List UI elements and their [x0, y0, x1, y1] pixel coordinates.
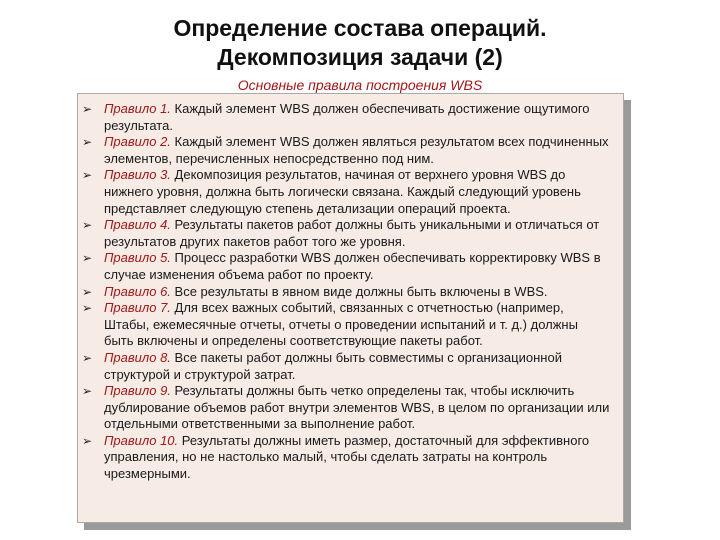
rule-text: Процесс разработки WBS должен обеспечивать корректировку WBS в случае изменения объема работ по проекту. [104, 250, 601, 282]
slide-title [0, 14, 720, 72]
arrow-bullet-icon: ➢ [82, 251, 93, 266]
arrow-bullet-icon: ➢ [82, 384, 93, 399]
rule-item-5 [80, 250, 610, 283]
rule-label: Правило 7. [104, 300, 171, 316]
rule-item-7 [80, 300, 610, 350]
arrow-bullet-icon: ➢ [82, 102, 93, 116]
rule-text: Результаты пакетов работ должны быть уникальными и отличаться от результатов других пакетов работ того же уровня. [104, 217, 600, 249]
arrow-bullet-icon: ➢ [82, 301, 93, 316]
title-line-1: Определение состава операций. [173, 15, 547, 41]
rule-text: Каждый элемент WBS должен обеспечивать достижение ощутимого результата. [104, 101, 590, 133]
rule-label: Правило 5. [104, 250, 171, 266]
rule-label: Правило 1. [104, 101, 171, 116]
rule-text: Каждый элемент WBS должен являться результатом всех подчиненных элементов, перечисленных непосредственно под ним. [104, 134, 609, 166]
arrow-bullet-icon: ➢ [82, 135, 93, 150]
arrow-bullet-icon: ➢ [82, 433, 93, 448]
rule-item-4 [80, 217, 610, 250]
rule-item-9 [80, 383, 610, 433]
arrow-bullet-icon: ➢ [82, 218, 93, 233]
arrow-bullet-icon: ➢ [82, 350, 93, 365]
rule-text: Для всех важных событий, связанных с отчетностью (например, Штабы, ежемесячные отчеты, отчеты о проведении испытаний и т. д.) должны быть включены и определены соответствующие пакеты работ. [104, 300, 578, 349]
rule-label: Правило 9. [104, 383, 171, 399]
rule-item-3 [80, 167, 610, 217]
rule-item-10 [80, 433, 610, 483]
rules-list [80, 101, 610, 483]
slide-subtitle: Основные правила построения WBS [237, 77, 483, 93]
rule-text: Все результаты в явном виде должны быть включены в WBS. [174, 283, 548, 299]
rule-item-8 [80, 350, 610, 383]
rule-item-2 [80, 134, 610, 167]
rule-item-6 [80, 284, 610, 301]
title-line-2: Декомпозиция задачи (2) [217, 44, 503, 70]
rule-label: Правило 8. [104, 349, 171, 365]
rule-label: Правило 2. [104, 134, 171, 150]
rule-text: Результаты должны иметь размер, достаточный для эффективного управления, но не настолько малый, чтобы сделать затраты на контроль чрезмерными. [104, 432, 590, 482]
arrow-bullet-icon: ➢ [82, 284, 93, 299]
rule-text: Декомпозиция результатов, начиная от верхнего уровня WBS до нижнего уровня, должна быть логически связана. Каждый следующий уровень представляет следующую степень детализации операций проекта. [104, 167, 581, 216]
rule-label: Правило 4. [104, 217, 171, 233]
rule-text: Все пакеты работ должны быть совместимы с организационной структурой и структурой затрат. [104, 349, 562, 382]
rule-item-1 [80, 101, 610, 134]
arrow-bullet-icon: ➢ [82, 168, 93, 183]
rule-label: Правило 6. [104, 283, 171, 299]
rule-label: Правило 10. [104, 432, 179, 448]
rule-label: Правило 3. [104, 167, 171, 183]
rule-text: Результаты должны быть четко определены так, чтобы исключить дублирование объемов работ внутри элементов WBS, в целом по организации или отдельными ответственными за выполнение работ. [104, 383, 610, 432]
